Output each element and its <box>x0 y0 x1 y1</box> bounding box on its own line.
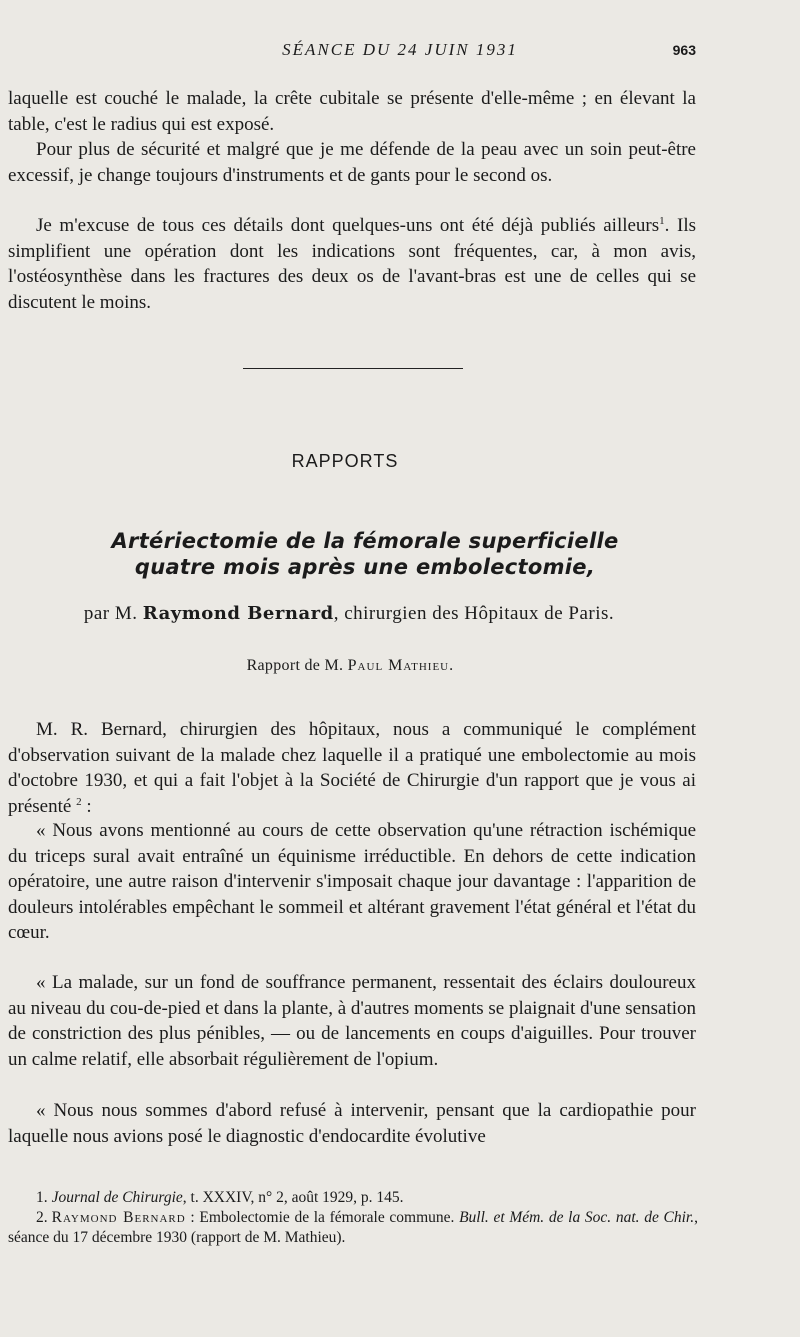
footnote-2-number: 2. <box>36 1209 48 1226</box>
report-prefix: Rapport de M. <box>246 657 344 674</box>
footnote-1 <box>8 1188 698 1208</box>
footnote-1-number: 1. <box>36 1189 48 1206</box>
running-head <box>0 38 800 68</box>
body-paragraph-2: « Nous avons mentionné au cours de cette observation qu'une rétraction ischémique du triceps sural avait entraîné un équinisme irréductible. En dehors de cette indication opératoire, une autre raison d'intervenir s'imposait chaque jour davantage : l'apparition de douleurs intolérables empêchant le sommeil et altérant gravement l'état général et l'état du cœur. <box>8 820 696 944</box>
body-paragraph-1-end: : <box>81 795 92 817</box>
running-title: SÉANCE DU 24 JUIN 1931 <box>282 40 518 59</box>
byline-author: Raymond Bernard <box>142 603 334 624</box>
intro-paragraph-2: Pour plus de sécurité et malgré que je me défende de la peau avec un soin peut-être excessif, je change toujours d'instruments et de gants pour le second os. <box>8 139 696 186</box>
intro-paragraph-1: laquelle est couché le malade, la crête cubitale se présente d'elle-même ; en élevant la table, c'est le radius qui est exposé. <box>8 88 696 135</box>
footnote-ref-1: 1 <box>659 215 665 227</box>
body-paragraph-1-text: M. R. Bernard, chirurgien des hôpitaux, nous a communiqué le complément d'observation suivant de la malade chez laquelle il a pratiqué une embolectomie au mois d'octobre 1930, et qui a fait l'objet à la Société de Chirurgie d'un rapport que je vous ai présenté <box>8 719 696 817</box>
intro-paragraph-3-start: Je m'excuse de tous ces détails dont quelques-uns ont été déjà publiés ailleurs <box>36 215 660 236</box>
section-heading: RAPPORTS <box>291 451 399 471</box>
footnote-1-details: , t. XXXIV, n° 2, août 1929, p. 145. <box>182 1189 404 1206</box>
footnote-ref-2: 2 <box>76 795 82 808</box>
byline-affiliation: , chirurgien des Hôpitaux de Paris. <box>333 603 615 624</box>
article-title-line-1: Artériectomie de la fémorale superficielle <box>111 529 619 553</box>
footnote-1-journal: Journal de Chirurgie <box>51 1189 183 1206</box>
intro-paragraph-3-end: . Ils simplifient une opération dont les indications sont fréquentes, car, à mon avis, l'ostéosynthèse dans les fractures des deux os de l'avant-bras est une de celles qui se discutent le moins. <box>8 215 696 313</box>
section-divider <box>243 368 463 369</box>
page-number: 963 <box>672 42 696 58</box>
body-paragraph-1 <box>8 717 696 819</box>
footnote-2-details: , séance du 17 décembre 1930 (rapport de M. Mathieu). <box>8 1209 698 1246</box>
article-title <box>0 528 730 580</box>
report-line <box>0 657 700 675</box>
footnote-2-title: : Embolectomie de la fémorale commune. <box>185 1209 460 1226</box>
report-author: Paul Mathieu <box>347 657 450 674</box>
footnote-2 <box>8 1208 698 1248</box>
report-suffix: . <box>449 657 454 674</box>
body-paragraph-4: « Nous nous sommes d'abord refusé à intervenir, pensant que la cardiopathie pour laquelle nous avions posé le diagnostic d'endocardite évolutive <box>8 1100 696 1147</box>
byline <box>0 603 698 625</box>
footnote-2-journal: Bull. et Mém. de la Soc. nat. de Chir. <box>459 1209 695 1226</box>
body-paragraph-3: « La malade, sur un fond de souffrance permanent, ressentait des éclairs douloureux au niveau du cou-de-pied et dans la plante, à d'autres moments se plaignait d'une sensation de constriction des plus pénibles, — ou de lancements en coups d'aiguilles. Pour trouver un calme relatif, elle absorbait régulièrement de l'opium. <box>8 972 696 1070</box>
byline-prefix: par M. <box>83 603 138 624</box>
intro-paragraph-3 <box>8 213 696 315</box>
footnote-2-author: Raymond Bernard <box>51 1209 186 1226</box>
article-title-line-2: quatre mois après une embolectomie, <box>134 555 596 579</box>
